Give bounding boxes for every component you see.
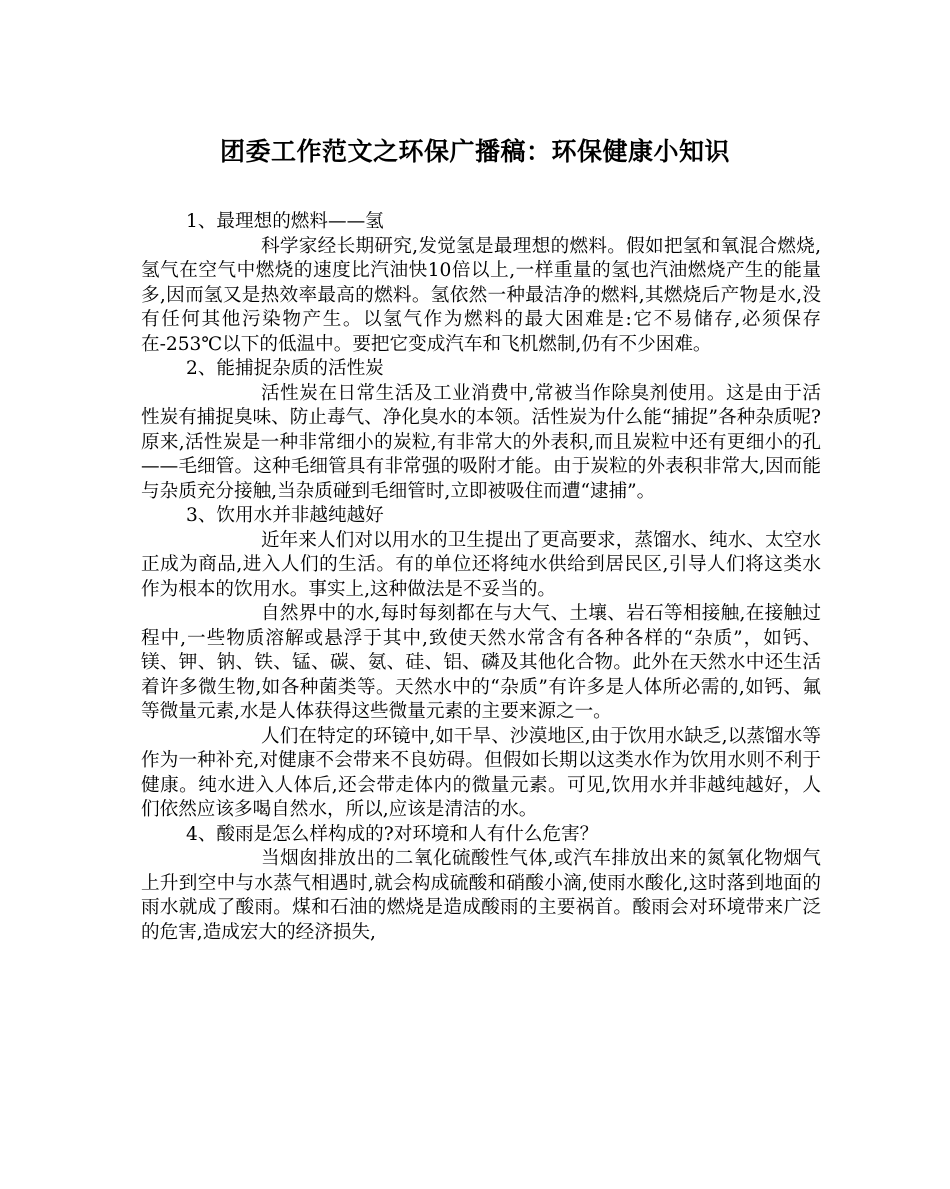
section-heading: 3、饮用水并非越纯越好 <box>186 505 384 526</box>
paragraph: 科学家经长期研究,发觉氢是最理想的燃料。假如把氢和氧混合燃烧,氢气在空气中燃烧的速度比汽油快10倍以上,一样重量的氢也汽油燃烧产生的能量多,因而氢又是热效率最高的燃料。氢依然一种最洁净的燃料,其燃烧后产物是水,没有任何其他污染物产生。以氢气作为燃料的最大困难是:它不易储存,必须保存在-253℃以下的低温中。要把它变成汽车和飞机燃制,仍有不少困难。 <box>141 235 821 355</box>
paragraph: 当烟囱排放出的二氧化硫酸性气体,或汽车排放出来的氮氧化物烟气上升到空中与水蒸气相遇时,就会构成硫酸和硝酸小滴,使雨水酸化,这时落到地面的雨水就成了酸雨。煤和石油的燃烧是造成酸雨的主要祸首。酸雨会对环境带来广泛的危害,造成宏大的经济损失, <box>141 848 821 943</box>
paragraph: 近年来人们对以用水的卫生提出了更高要求，蒸馏水、纯水、太空水正成为商品,进入人们的生活。有的单位还将纯水供给到居民区,引导人们将这类水作为根本的饮用水。事实上,这种做法是不妥当的。 <box>141 529 821 600</box>
paragraph: 自然界中的水,每时每刻都在与大气、土壤、岩石等相接触,在接触过程中,一些物质溶解或悬浮于其中,致使天然水常含有各种各样的“杂质”，如钙、镁、钾、钠、铁、锰、碳、氨、硅、铝、磷及其他化合物。此外在天然水中还生活着许多微生物,如各种菌类等。天然水中的“杂质”有许多是人体所必需的,如钙、氟等微量元素,水是人体获得这些微量元素的主要来源之一。 <box>141 603 821 722</box>
document-body <box>141 210 821 945</box>
paragraph: 人们在特定的环镜中,如干旱、沙漠地区,由于饮用水缺乏,以蒸馏水等作为一种补充,对健康不会带来不良妨碍。但假如长期以这类水作为饮用水则不利于健康。纯水进入人体后,还会带走体内的微量元素。可见,饮用水并非越纯越好，人们依然应该多喝自然水，所以,应该是清洁的水。 <box>141 725 821 820</box>
document-title: 团委工作范文之环保广播稿：环保健康小知识 <box>219 137 730 166</box>
section-heading: 2、能捕捉杂质的活性炭 <box>186 358 384 379</box>
section-heading: 4、酸雨是怎么样构成的?对环境和人有什么危害？ <box>186 823 599 845</box>
paragraph: 活性炭在日常生活及工业消费中,常被当作除臭剂使用。这是由于活性炭有捕捉臭味、防止毒气、净化臭水的本领。活性炭为什么能“捕捉”各种杂质呢?原来,活性炭是一种非常细小的炭粒,有非常大的外表积,而且炭粒中还有更细小的孔——毛细管。这种毛细管具有非常强的吸附才能。由于炭粒的外表积非常大,因而能与杂质充分接触,当杂质碰到毛细管时,立即被吸住而遭“逮捕”。 <box>141 382 821 502</box>
section-heading: 1、最理想的燃料——氢 <box>186 211 384 232</box>
